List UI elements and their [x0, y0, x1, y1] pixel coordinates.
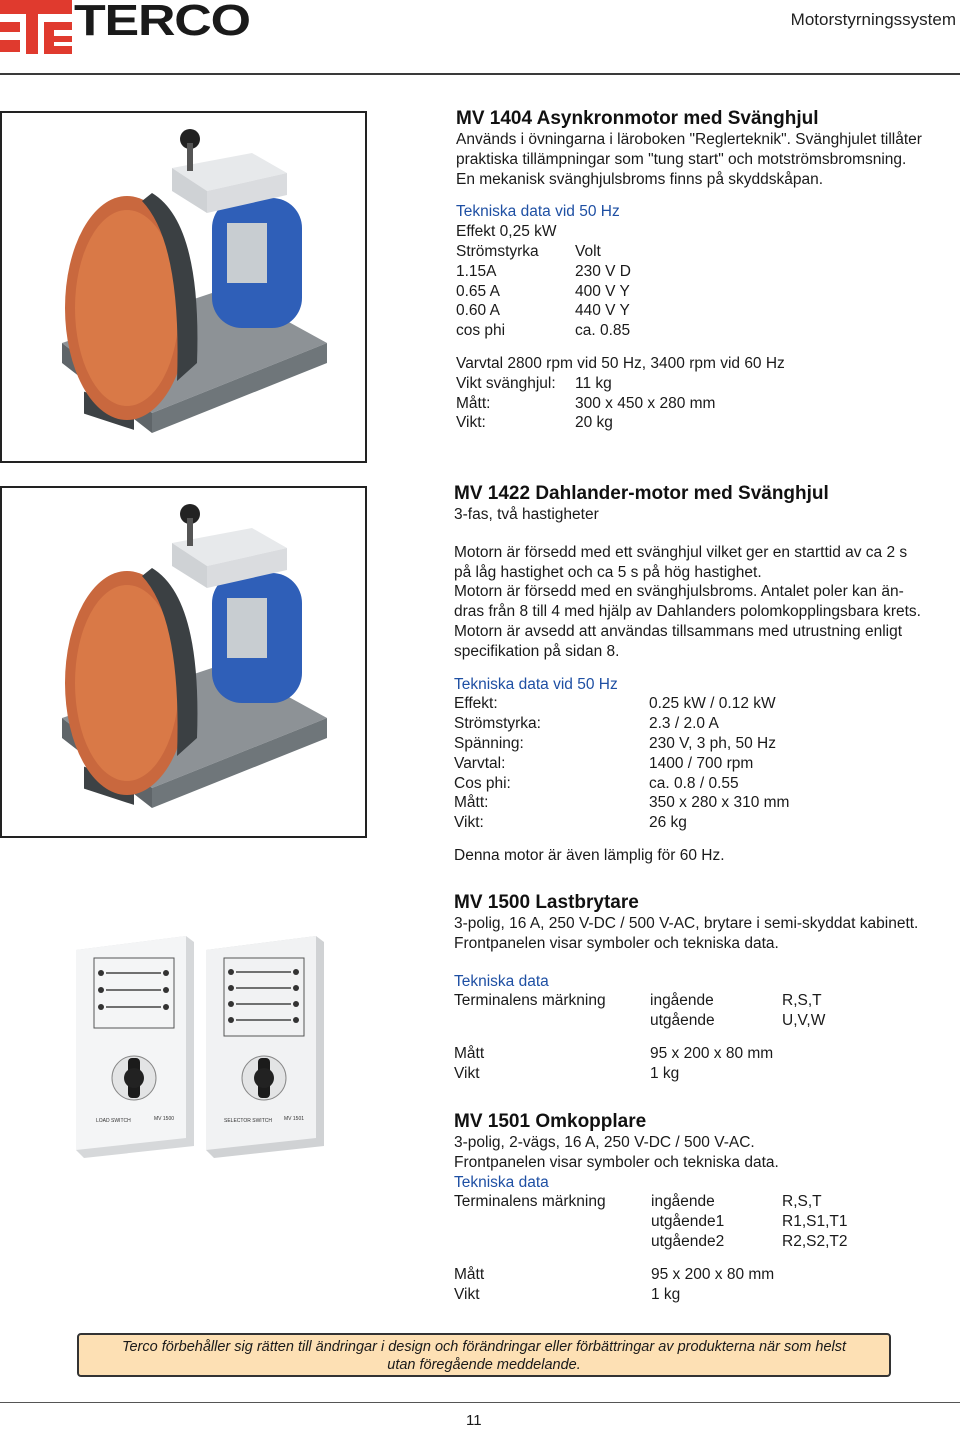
mv1500-terminal-row	[454, 991, 958, 1011]
mv1422-subtitle: 3-fas, två hastigheter	[454, 506, 599, 523]
spec-label: Mått	[454, 1044, 485, 1062]
spec-label: Cos phi:	[454, 774, 511, 792]
mv1404-desc-line: Används i övningarna i läroboken "Reglerteknik". Svänghjulet tillåter	[456, 131, 922, 148]
spec-value: 2.3 / 2.0 A	[649, 715, 719, 733]
mv1422-tech-heading: Tekniska data vid 50 Hz	[454, 675, 618, 693]
terminal-label: Terminalens märkning	[454, 1193, 606, 1211]
terco-emblem-icon	[0, 0, 72, 58]
mv1422-note: Denna motor är även lämplig för 60 Hz.	[454, 846, 725, 864]
mv1500-tech-heading: Tekniska data	[454, 972, 549, 990]
mv1404-table-row	[456, 242, 956, 262]
panel-code-left: MV 1500	[154, 1116, 175, 1122]
panel-label-left: LOAD SWITCH	[96, 1118, 131, 1124]
mv1501-terminal-row	[454, 1232, 958, 1252]
mv1422-photo	[0, 486, 367, 838]
mv1404-varvtal: Varvtal 2800 rpm vid 50 Hz, 3400 rpm vid 60 Hz	[456, 354, 785, 372]
spec-label: Spänning:	[454, 734, 524, 752]
mv1422-spec-row	[454, 734, 956, 754]
spec-value: 20 kg	[575, 414, 613, 432]
flywheel-motor-image	[2, 113, 365, 461]
mv1422-spec-row	[454, 774, 956, 794]
spec-value: 300 x 450 x 280 mm	[575, 394, 716, 412]
panel-label-right: SELECTOR SWITCH	[224, 1118, 272, 1124]
mv1422-spec-row	[454, 694, 956, 714]
spec-label: Mått:	[456, 394, 491, 412]
terminal-label	[454, 1212, 651, 1232]
mv1404-title: MV 1404 Asynkronmotor med Svänghjul	[456, 108, 819, 129]
mv1404-spec-row	[456, 413, 956, 433]
spec-value: 230 V, 3 ph, 50 Hz	[649, 734, 776, 752]
spec-label: Vikt svänghjul:	[456, 374, 556, 392]
terminal-label	[454, 1232, 651, 1252]
mv1422-spec-row	[454, 813, 956, 833]
mv1422-section	[454, 483, 956, 866]
mv1404-table-row	[456, 282, 956, 302]
terminal-value: R,S,T	[782, 1193, 822, 1211]
mv1500-spec-row	[454, 1064, 958, 1084]
terminal-label	[454, 1011, 650, 1031]
mv1422-desc-line: Motorn är försedd med en svänghjulsbroms. Antalet poler kan än-	[454, 583, 904, 601]
spec-value: 11 kg	[575, 374, 612, 392]
mv1501-terminal-row	[454, 1212, 958, 1232]
spec-value: 0.25 kW / 0.12 kW	[649, 695, 776, 713]
terminal-type: ingående	[650, 992, 714, 1010]
dahlander-motor-image	[2, 488, 365, 836]
mv1500-title: MV 1500 Lastbrytare	[454, 892, 639, 913]
table-cell: 0.65 A	[456, 282, 500, 300]
mv1501-tech-heading: Tekniska data	[454, 1173, 549, 1191]
disclaimer-notice	[77, 1333, 891, 1377]
brand-name: TERCO	[74, 0, 250, 45]
mv1501-section	[454, 1111, 958, 1304]
spec-label: Strömstyrka:	[454, 715, 541, 733]
terminal-value: R2,S2,T2	[782, 1232, 848, 1250]
mv1501-desc-line: Frontpanelen visar symboler och tekniska data.	[454, 1153, 779, 1171]
spec-label: Mått	[454, 1265, 485, 1283]
mv1500-spec-row	[454, 1044, 958, 1064]
terminal-value: R1,S1,T1	[782, 1213, 848, 1231]
switch-panels-image	[66, 928, 326, 1160]
mv1501-terminal-row	[454, 1192, 958, 1212]
switch-panels-photo	[66, 928, 326, 1160]
mv1404-table-row	[456, 321, 956, 341]
mv1422-spec-row	[454, 714, 956, 734]
panel-code-right: MV 1501	[284, 1116, 305, 1122]
mv1501-title: MV 1501 Omkopplare	[454, 1111, 647, 1132]
disclaimer-line: Terco förbehåller sig rätten till ändringar i design och förändringar eller förbättringar av produkterna när som helst	[121, 1339, 847, 1355]
terminal-value: R,S,T	[782, 992, 822, 1010]
mv1422-desc-line: på låg hastighet och ca 5 s på hög hastighet.	[454, 563, 762, 581]
mv1422-title: MV 1422 Dahlander-motor med Svänghjul	[454, 483, 829, 504]
mv1422-desc-line: dras från 8 till 4 med hjälp av Dahlanders polomkopplingsbara krets.	[454, 603, 921, 621]
spec-label: Effekt:	[454, 695, 498, 713]
mv1500-desc-line: 3-polig, 16 A, 250 V-DC / 500 V-AC, brytare i semi-skyddat kabinett.	[454, 915, 919, 932]
mv1404-section	[456, 108, 956, 433]
header-divider	[0, 73, 960, 75]
mv1422-desc-line: specifikation på sidan 8.	[454, 642, 620, 660]
spec-label: Vikt	[454, 1285, 480, 1303]
page-header-title: Motorstyrningssystem	[790, 10, 956, 29]
spec-label: Varvtal:	[454, 754, 506, 772]
spec-value: ca. 0.8 / 0.55	[649, 774, 739, 792]
terminal-type: utgående2	[651, 1232, 725, 1250]
mv1404-desc-line: En mekanisk svänghjulsbroms finns på skyddskåpan.	[456, 170, 824, 188]
mv1404-tech-heading: Tekniska data vid 50 Hz	[456, 203, 620, 221]
mv1404-photo	[0, 111, 367, 463]
table-cell: 230 V D	[575, 262, 632, 280]
spec-value: 95 x 200 x 80 mm	[650, 1044, 774, 1062]
terminal-label: Terminalens märkning	[454, 992, 606, 1010]
terminal-type: utgående	[650, 1012, 715, 1030]
table-cell: cos phi	[456, 322, 506, 340]
table-cell: Strömstyrka	[456, 242, 539, 260]
terminal-value: U,V,W	[782, 1012, 826, 1030]
mv1404-spec-row	[456, 374, 956, 394]
footer-divider	[0, 1402, 960, 1403]
page-number: 11	[466, 1412, 482, 1429]
spec-value: 1 kg	[650, 1064, 680, 1082]
mv1404-table-row	[456, 262, 956, 282]
disclaimer-line: utan föregående meddelande.	[387, 1357, 581, 1373]
mv1404-table-row	[456, 301, 956, 321]
spec-value: 26 kg	[649, 814, 687, 832]
table-cell: 440 V Y	[575, 302, 630, 320]
spec-label: Vikt	[454, 1064, 480, 1082]
mv1422-desc-line: Motorn är försedd med ett svänghjul vilket ger en starttid av ca 2 s	[454, 543, 908, 561]
mv1501-desc-line: 3-polig, 2-vägs, 16 A, 250 V-DC / 500 V-AC.	[454, 1134, 755, 1151]
mv1404-spec-row	[456, 394, 956, 414]
mv1404-effekt: Effekt 0,25 kW	[456, 223, 557, 241]
mv1500-terminal-row	[454, 1011, 958, 1031]
spec-value: 350 x 280 x 310 mm	[649, 794, 790, 812]
spec-value: 95 x 200 x 80 mm	[651, 1265, 775, 1283]
spec-value: 1 kg	[651, 1285, 681, 1303]
table-cell: Volt	[575, 242, 601, 260]
mv1501-spec-row	[454, 1285, 958, 1305]
mv1500-section	[454, 892, 958, 1084]
mv1500-desc-line: Frontpanelen visar symboler och tekniska data.	[454, 934, 779, 952]
spec-label: Vikt:	[456, 414, 486, 432]
table-cell: 0.60 A	[456, 302, 500, 320]
table-cell: 1.15A	[456, 262, 497, 280]
mv1404-desc-line: praktiska tillämpningar som "tung start" och motströmsbromsning.	[456, 150, 907, 168]
table-cell: 400 V Y	[575, 282, 630, 300]
table-cell: ca. 0.85	[575, 322, 631, 340]
mv1422-spec-row	[454, 793, 956, 813]
mv1422-spec-row	[454, 754, 956, 774]
spec-label: Mått:	[454, 794, 489, 812]
mv1501-spec-row	[454, 1265, 958, 1285]
spec-value: 1400 / 700 rpm	[649, 754, 754, 772]
terminal-type: utgående1	[651, 1213, 725, 1231]
terminal-type: ingående	[651, 1193, 715, 1211]
mv1422-desc-line: Motorn är avsedd att användas tillsammans med utrustning enligt	[454, 622, 903, 640]
spec-label: Vikt:	[454, 814, 484, 832]
